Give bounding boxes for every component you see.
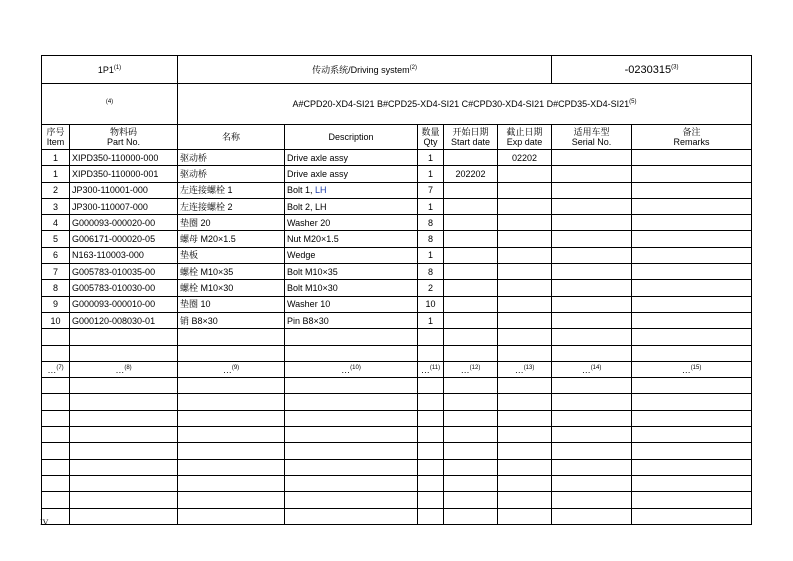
blank-cell — [498, 378, 552, 394]
cell-exp — [498, 182, 552, 198]
blank-cell — [178, 378, 285, 394]
cell-start — [444, 198, 498, 214]
blank-cell — [498, 492, 552, 508]
cell-start — [444, 296, 498, 312]
cell-desc: Bolt 2, LH — [285, 198, 418, 214]
blank-cell — [552, 378, 632, 394]
blank-cell — [552, 443, 632, 459]
cell-qty: 1 — [418, 247, 444, 263]
blank-cell — [418, 475, 444, 491]
note-marker: (14) — [590, 364, 602, 371]
blank-cell — [444, 410, 498, 426]
blank-row — [42, 410, 752, 426]
cell-serial — [552, 198, 632, 214]
cell-name: 垫板 — [178, 247, 285, 263]
blank-cell — [632, 378, 752, 394]
blank-cell — [178, 410, 285, 426]
blank-cell — [418, 427, 444, 443]
table-row — [42, 231, 752, 247]
blank-row — [42, 427, 752, 443]
blank-cell — [42, 443, 70, 459]
cell-qty: 1 — [418, 150, 444, 166]
note-4: (4) — [105, 99, 114, 105]
blank-cell — [178, 394, 285, 410]
cell-name: 左连接螺栓 1 — [178, 182, 285, 198]
cell-part: G000093-000020-00 — [70, 215, 178, 231]
blank-cell — [632, 329, 752, 345]
blank-cell — [498, 329, 552, 345]
blank-cell — [418, 410, 444, 426]
cell-part: G000093-000010-00 — [70, 296, 178, 312]
blank-cell — [285, 459, 418, 475]
blank-row — [42, 459, 752, 475]
note-marker: (9) — [231, 364, 240, 371]
cell-serial — [552, 280, 632, 296]
blank-cell — [42, 394, 70, 410]
cell-name: 驱动桥 — [178, 166, 285, 182]
note-cell: …$^{(11)}$ — [418, 361, 444, 377]
blank-cell — [70, 410, 178, 426]
blank-cell — [42, 410, 70, 426]
cell-item: 8 — [42, 280, 70, 296]
cell-item: 1 — [42, 166, 70, 182]
cell-exp — [498, 296, 552, 312]
table-row — [42, 182, 752, 198]
col-item: 序号 Item — [42, 125, 70, 150]
blank-cell — [444, 345, 498, 361]
cell-remarks — [632, 264, 752, 280]
models-label-cell — [42, 84, 178, 125]
blank-cell — [418, 394, 444, 410]
cell-item: 3 — [42, 198, 70, 214]
blank-row — [42, 492, 752, 508]
table-row — [42, 312, 752, 328]
cell-item: 4 — [42, 215, 70, 231]
blank-cell — [178, 492, 285, 508]
cell-name: 驱动桥 — [178, 150, 285, 166]
blank-cell — [498, 459, 552, 475]
cell-part: JP300-110001-000 — [70, 182, 178, 198]
blank-cell — [418, 508, 444, 524]
note-cell: …$^{(10)}$ — [285, 361, 418, 377]
cell-desc: Nut M20×1.5 — [285, 231, 418, 247]
blank-cell — [444, 508, 498, 524]
blank-cell — [632, 427, 752, 443]
table-row — [42, 198, 752, 214]
cell-start — [444, 231, 498, 247]
cell-item: 2 — [42, 182, 70, 198]
cell-exp: 02202 — [498, 150, 552, 166]
cell-qty: 8 — [418, 215, 444, 231]
cell-name: 左连接螺栓 2 — [178, 198, 285, 214]
cell-serial — [552, 247, 632, 263]
blank-cell — [418, 378, 444, 394]
group-code-cell — [42, 56, 178, 84]
cell-qty: 10 — [418, 296, 444, 312]
cell-start — [444, 280, 498, 296]
blank-cell — [444, 427, 498, 443]
cell-remarks — [632, 150, 752, 166]
note-cell: …$^{(9)}$ — [178, 361, 285, 377]
blank-cell — [285, 329, 418, 345]
blank-cell — [70, 394, 178, 410]
cell-start — [444, 247, 498, 263]
blank-cell — [552, 508, 632, 524]
cell-start — [444, 182, 498, 198]
note-3: (3) — [671, 63, 679, 70]
cell-remarks — [632, 198, 752, 214]
page-number: IV — [40, 518, 49, 527]
blank-cell — [70, 508, 178, 524]
drawing-code: -0230315 — [624, 63, 672, 76]
cell-remarks — [632, 247, 752, 263]
blank-cell — [498, 475, 552, 491]
blank-cell — [498, 508, 552, 524]
cell-name: 螺栓 M10×35 — [178, 264, 285, 280]
note-marker: (12) — [469, 364, 481, 371]
blank-cell — [418, 329, 444, 345]
cell-serial — [552, 296, 632, 312]
note-marker: (15) — [690, 364, 702, 371]
note-marker: (7) — [56, 364, 64, 371]
blank-cell — [178, 345, 285, 361]
blank-cell — [632, 410, 752, 426]
blank-cell — [552, 394, 632, 410]
col-description: Description — [285, 125, 418, 150]
blank-cell — [498, 410, 552, 426]
cell-item: 1 — [42, 150, 70, 166]
note-cell: …$^{(12)}$ — [444, 361, 498, 377]
cell-qty: 1 — [418, 312, 444, 328]
cell-name: 螺栓 M10×30 — [178, 280, 285, 296]
cell-name: 螺母 M20×1.5 — [178, 231, 285, 247]
cell-serial — [552, 150, 632, 166]
blank-cell — [70, 459, 178, 475]
group-code: 1P1 — [97, 64, 114, 75]
header-row — [42, 56, 752, 84]
blank-cell — [42, 459, 70, 475]
table-row — [42, 166, 752, 182]
blank-cell — [178, 427, 285, 443]
blank-cell — [552, 329, 632, 345]
table-row — [42, 296, 752, 312]
blank-cell — [418, 345, 444, 361]
cell-desc: Washer 20 — [285, 215, 418, 231]
cell-desc: Pin B8×30 — [285, 312, 418, 328]
cell-qty: 8 — [418, 231, 444, 247]
blank-cell — [42, 378, 70, 394]
note-cell: …$^{(14)}$ — [552, 361, 632, 377]
cell-remarks — [632, 231, 752, 247]
blank-cell — [632, 443, 752, 459]
cell-serial — [552, 264, 632, 280]
blank-cell — [70, 427, 178, 443]
blank-cell — [444, 492, 498, 508]
cell-start — [444, 215, 498, 231]
cell-remarks — [632, 280, 752, 296]
cell-serial — [552, 231, 632, 247]
blank-cell — [498, 345, 552, 361]
blank-cell — [178, 443, 285, 459]
cell-qty: 2 — [418, 280, 444, 296]
blank-cell — [178, 459, 285, 475]
cell-part: JP300-110007-000 — [70, 198, 178, 214]
note-cell: …$^{(15)}$ — [632, 361, 752, 377]
note-marker: (11) — [429, 364, 441, 371]
blank-cell — [498, 394, 552, 410]
cell-serial — [552, 312, 632, 328]
blank-cell — [285, 410, 418, 426]
cell-exp — [498, 215, 552, 231]
cell-exp — [498, 280, 552, 296]
cell-exp — [498, 166, 552, 182]
blank-cell — [42, 492, 70, 508]
blank-cell — [632, 459, 752, 475]
cell-part: G005783-010035-00 — [70, 264, 178, 280]
cell-part: G006171-000020-05 — [70, 231, 178, 247]
cell-remarks — [632, 296, 752, 312]
cell-desc: Drive axle assy — [285, 166, 418, 182]
models-row — [42, 84, 752, 125]
col-start-date: 开始日期 Start date — [444, 125, 498, 150]
table-row — [42, 280, 752, 296]
cell-desc: Washer 10 — [285, 296, 418, 312]
table-row — [42, 247, 752, 263]
cell-part: N163-110003-000 — [70, 247, 178, 263]
note-marker: (10) — [350, 364, 361, 371]
table-row — [42, 215, 752, 231]
table-row — [42, 264, 752, 280]
cell-item: 9 — [42, 296, 70, 312]
note-5: (5) — [629, 99, 637, 105]
cell-item: 10 — [42, 312, 70, 328]
blank-cell — [285, 345, 418, 361]
cell-remarks — [632, 312, 752, 328]
blank-row — [42, 394, 752, 410]
cell-desc: Drive axle assy — [285, 150, 418, 166]
drawing-code-cell — [552, 56, 752, 84]
models-cell — [178, 84, 752, 125]
blank-row — [42, 508, 752, 524]
blank-cell — [418, 492, 444, 508]
note-cell: …$^{(7)}$ — [42, 361, 70, 377]
cell-start — [444, 312, 498, 328]
cell-name: 销 B8×30 — [178, 312, 285, 328]
blank-cell — [418, 459, 444, 475]
cell-qty: 8 — [418, 264, 444, 280]
blank-cell — [632, 508, 752, 524]
col-part-no: 物料码 Part No. — [70, 125, 178, 150]
blank-cell — [285, 508, 418, 524]
cell-exp — [498, 231, 552, 247]
blank-cell — [285, 427, 418, 443]
cell-remarks — [632, 182, 752, 198]
blank-cell — [632, 475, 752, 491]
blank-cell — [444, 459, 498, 475]
blank-cell — [285, 492, 418, 508]
blank-cell — [70, 475, 178, 491]
blank-cell — [42, 475, 70, 491]
note-marker: (13) — [523, 364, 535, 371]
cell-desc: Bolt 1, LH — [285, 182, 418, 198]
note-cell: …$^{(13)}$ — [498, 361, 552, 377]
blank-cell — [632, 492, 752, 508]
system-title: 传动系统/Driving system — [312, 64, 410, 75]
blank-row — [42, 443, 752, 459]
cell-exp — [498, 198, 552, 214]
note-1: (1) — [113, 64, 122, 71]
cell-part: G000120-008030-01 — [70, 312, 178, 328]
models-text: A#CPD20-XD4-SI21 B#CPD25-XD4-SI21 C#CPD30-XD4-SI21 D#CPD35-XD4-SI21 — [292, 99, 630, 109]
cell-start — [444, 264, 498, 280]
col-name: 名称 — [178, 125, 285, 150]
blank-cell — [42, 329, 70, 345]
parts-list-table — [41, 55, 752, 525]
cell-qty: 1 — [418, 166, 444, 182]
cell-qty: 7 — [418, 182, 444, 198]
system-title-cell — [178, 56, 552, 84]
cell-desc: Wedge — [285, 247, 418, 263]
cell-item: 6 — [42, 247, 70, 263]
blank-cell — [632, 345, 752, 361]
blank-cell — [418, 443, 444, 459]
cell-item: 7 — [42, 264, 70, 280]
blank-row — [42, 329, 752, 345]
blank-cell — [178, 329, 285, 345]
note-2: (2) — [409, 64, 417, 71]
blank-row — [42, 378, 752, 394]
cell-exp — [498, 247, 552, 263]
desc-highlight: LH — [315, 185, 327, 196]
cell-exp — [498, 312, 552, 328]
cell-serial — [552, 166, 632, 182]
cell-serial — [552, 215, 632, 231]
cell-remarks — [632, 215, 752, 231]
blank-cell — [444, 475, 498, 491]
blank-cell — [70, 345, 178, 361]
note-marker: (8) — [124, 364, 132, 371]
cell-exp — [498, 264, 552, 280]
blank-cell — [70, 329, 178, 345]
blank-row — [42, 345, 752, 361]
blank-cell — [552, 427, 632, 443]
blank-cell — [70, 492, 178, 508]
col-remarks: 备注 Remarks — [632, 125, 752, 150]
note-cell: …$^{(8)}$ — [70, 361, 178, 377]
blank-cell — [285, 475, 418, 491]
blank-cell — [285, 394, 418, 410]
blank-cell — [444, 443, 498, 459]
cell-remarks — [632, 166, 752, 182]
cell-part: XIPD350-110000-001 — [70, 166, 178, 182]
cell-start — [444, 150, 498, 166]
blank-cell — [70, 443, 178, 459]
blank-cell — [552, 475, 632, 491]
blank-cell — [42, 427, 70, 443]
blank-cell — [552, 459, 632, 475]
blank-cell — [42, 345, 70, 361]
cell-item: 5 — [42, 231, 70, 247]
blank-cell — [552, 492, 632, 508]
cell-name: 垫圈 20 — [178, 215, 285, 231]
cell-start: 202202 — [444, 166, 498, 182]
cell-desc: Bolt M10×35 — [285, 264, 418, 280]
blank-cell — [178, 508, 285, 524]
cell-qty: 1 — [418, 198, 444, 214]
blank-cell — [444, 378, 498, 394]
col-qty: 数量 Qty — [418, 125, 444, 150]
cell-serial — [552, 182, 632, 198]
cell-name: 垫圈 10 — [178, 296, 285, 312]
column-header-row — [42, 125, 752, 150]
cell-part: G005783-010030-00 — [70, 280, 178, 296]
blank-cell — [632, 394, 752, 410]
blank-cell — [444, 394, 498, 410]
blank-cell — [444, 329, 498, 345]
col-exp-date: 截止日期 Exp date — [498, 125, 552, 150]
blank-cell — [178, 475, 285, 491]
blank-cell — [285, 443, 418, 459]
blank-cell — [552, 410, 632, 426]
blank-row — [42, 475, 752, 491]
table-row — [42, 150, 752, 166]
blank-cell — [498, 427, 552, 443]
blank-cell — [285, 378, 418, 394]
blank-cell — [70, 378, 178, 394]
blank-cell — [498, 443, 552, 459]
blank-cell — [552, 345, 632, 361]
cell-part: XIPD350-110000-000 — [70, 150, 178, 166]
note-row — [42, 361, 752, 377]
col-serial-no: 适用车型 Serial No. — [552, 125, 632, 150]
cell-desc: Bolt M10×30 — [285, 280, 418, 296]
